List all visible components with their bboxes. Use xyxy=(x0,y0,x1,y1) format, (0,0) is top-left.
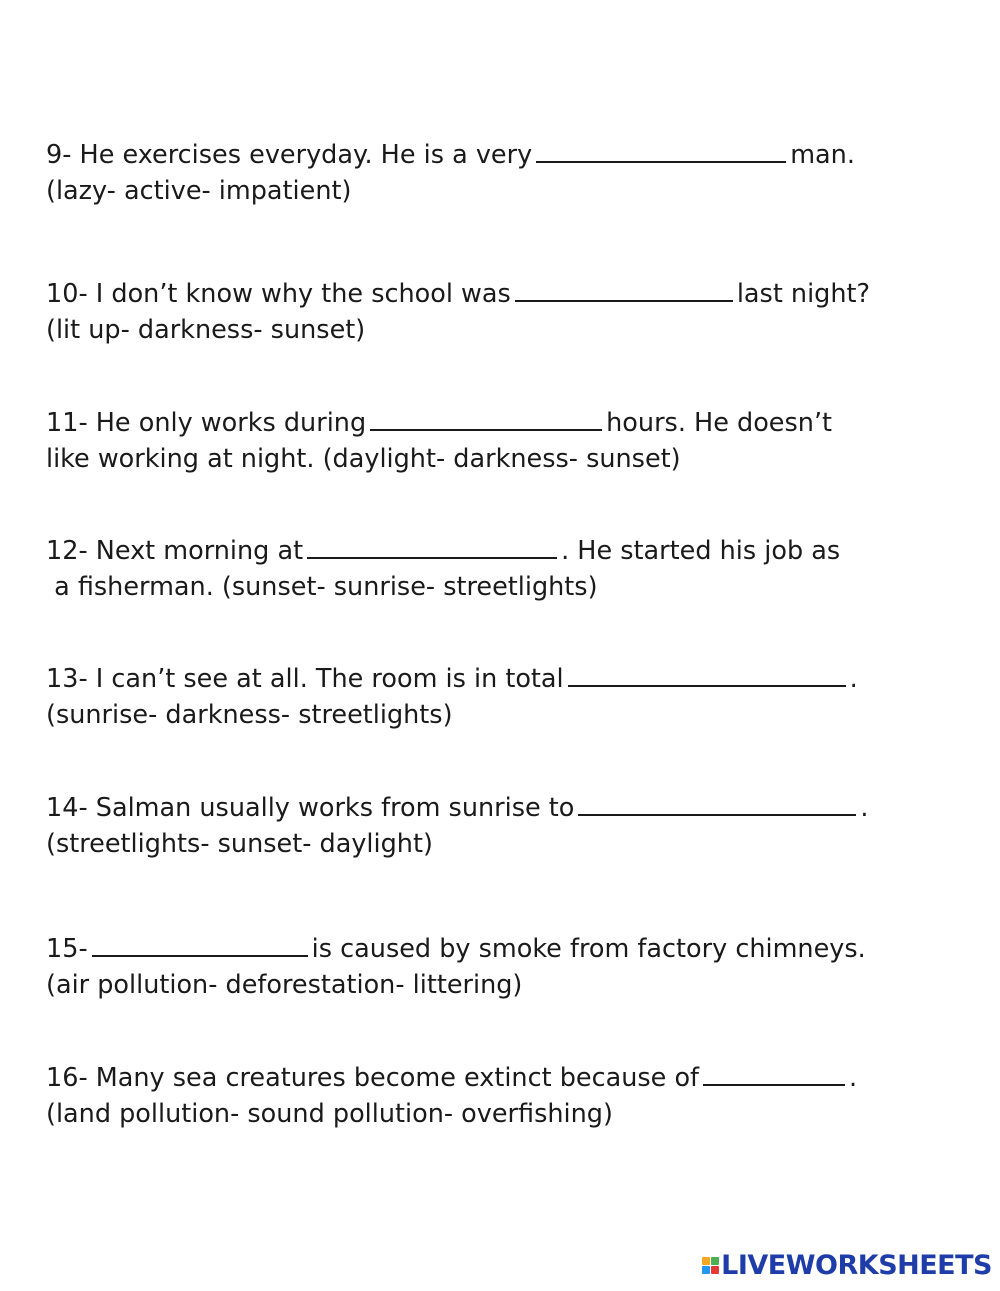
question-text-after: . xyxy=(860,793,869,823)
question-line xyxy=(46,1060,976,1096)
logo-square-3 xyxy=(702,1266,710,1274)
answer-blank[interactable] xyxy=(307,535,557,559)
answer-options: (land pollution- sound pollution- overfishing) xyxy=(46,1099,613,1129)
question-text-after: . He started his job as xyxy=(561,536,841,566)
question-line xyxy=(46,533,976,569)
question-text: 9- He exercises everyday. He is a very xyxy=(46,140,533,170)
logo-square-2 xyxy=(711,1257,719,1265)
question-line xyxy=(46,931,976,967)
answer-blank[interactable] xyxy=(92,933,308,957)
question-line xyxy=(46,137,976,173)
question-text: 13- I can’t see at all. The room is in total xyxy=(46,664,564,694)
answer-options: a fisherman. (sunset- sunrise- streetlights) xyxy=(46,572,598,602)
liveworksheets-logo xyxy=(702,1250,992,1281)
answer-options: (streetlights- sunset- daylight) xyxy=(46,829,433,859)
answer-options: (lazy- active- impatient) xyxy=(46,176,352,206)
answer-blank[interactable] xyxy=(578,792,856,816)
question-12 xyxy=(46,533,976,605)
answer-blank[interactable] xyxy=(370,407,602,431)
question-15 xyxy=(46,931,976,1003)
logo-wordmark: LIVEWORKSHEETS xyxy=(721,1250,992,1281)
question-text-after: . xyxy=(849,1063,858,1093)
question-text: 12- Next morning at xyxy=(46,536,304,566)
logo-square-4 xyxy=(711,1266,719,1274)
question-text: 16- Many sea creatures become extinct because of xyxy=(46,1063,700,1093)
answer-blank[interactable] xyxy=(568,663,846,687)
answer-options: (sunrise- darkness- streetlights) xyxy=(46,700,453,730)
question-text-after: hours. He doesn’t xyxy=(606,408,833,438)
question-10 xyxy=(46,276,976,348)
question-9 xyxy=(46,137,976,209)
answer-options: like working at night. (daylight- darkness- sunset) xyxy=(46,444,681,474)
question-text: 14- Salman usually works from sunrise to xyxy=(46,793,575,823)
question-line xyxy=(46,790,976,826)
answer-blank[interactable] xyxy=(515,278,733,302)
question-14 xyxy=(46,790,976,862)
question-text: 15- xyxy=(46,934,88,964)
question-13 xyxy=(46,661,976,733)
question-text: 11- He only works during xyxy=(46,408,367,438)
question-text: 10- I don’t know why the school was xyxy=(46,279,511,309)
question-text-after: man. xyxy=(790,140,855,170)
question-text-after: last night? xyxy=(736,279,871,309)
question-text-after: . xyxy=(849,664,858,694)
question-line xyxy=(46,661,976,697)
answer-options: (air pollution- deforestation- littering) xyxy=(46,970,523,1000)
question-text-after: is caused by smoke from factory chimneys. xyxy=(311,934,866,964)
question-11 xyxy=(46,405,976,477)
question-line xyxy=(46,276,976,312)
liveworksheets-logo-icon xyxy=(702,1253,719,1279)
question-line xyxy=(46,405,976,441)
logo-square-1 xyxy=(702,1257,710,1265)
answer-options: (lit up- darkness- sunset) xyxy=(46,315,366,345)
question-16 xyxy=(46,1060,976,1132)
answer-blank[interactable] xyxy=(703,1062,845,1086)
answer-blank[interactable] xyxy=(536,139,786,163)
